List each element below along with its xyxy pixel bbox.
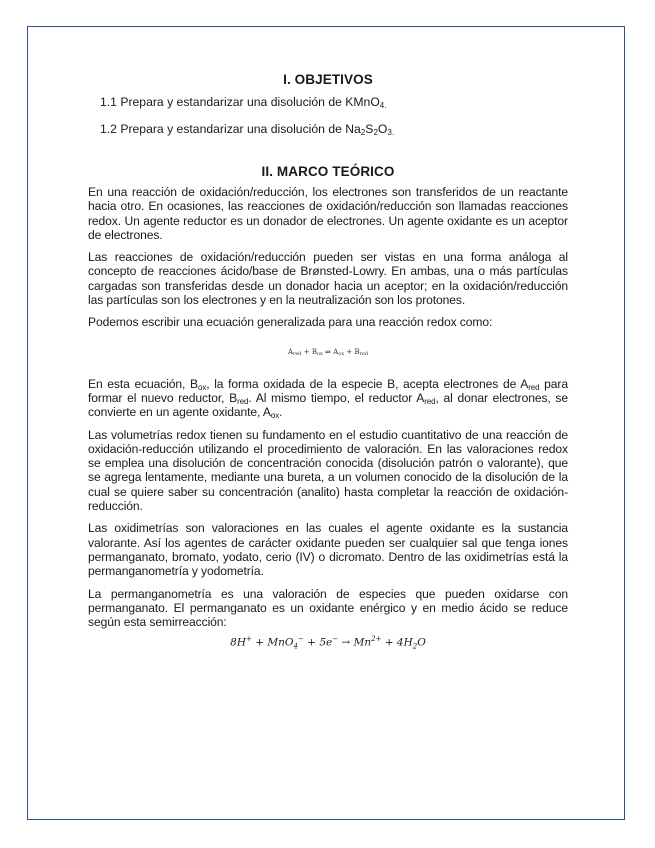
redox-general-equation: $A_{red} + B_{ox}$ ⇌ $A_{ox} + B_{red}$ xyxy=(287,347,369,357)
paragraph-7: La permanganometría es una valoración de especies que pueden oxidarse con permanganato. El permanganato es un oxidante enérgico y en medio ácido se reduce según esta semirreacción: xyxy=(88,586,568,630)
permanganate-half-reaction: $8H^+ + MnO_4^- + 5e^- \to Mn^{2+} + 4H_2O$ xyxy=(230,635,426,652)
paragraph-2: Las reacciones de oxidación/reducción pueden ser vistas en una forma análoga al concepto de reacciones ácido/base de Brønsted-Lowry. En ambas, una o más partículas cargadas son transferidas desde un donador hacia un aceptor; en la oxidación/reducción las partículas son los electrones y en la neutralización son los protones. xyxy=(88,250,568,308)
document-body xyxy=(88,72,568,651)
section-title-objetivos: I. OBJETIVOS xyxy=(283,72,373,87)
section-title-marco-teorico: II. MARCO TEÓRICO xyxy=(261,164,395,179)
objective-2: 1.2 Prepara y estandarizar una disolución de $Na_2S_2O_{3.}$ xyxy=(100,122,395,137)
paragraph-4: En esta ecuación, $B_{ox}$, la forma oxidada de la especie B, acepta electrones de $A_{red}$ para formar el nuevo reductor, $B_{red}$. Al mismo tiempo, el reductor $A_{red}$, al donar electrones, se convierte en un agente oxidante, $A_{ox}$. xyxy=(88,376,569,421)
objective-1: 1.1 Prepara y estandarizar una disolución de KMnO$_{4.}$ xyxy=(100,95,387,110)
paragraph-1: En una reacción de oxidación/reducción, los electrones son transferidos de un reactante hacia otro. En ocasiones, las reacciones de oxidación/reducción son llamadas reacciones redox. Un agente reductor es un donador de electrones. Un agente oxidante es un aceptor de electrones. xyxy=(88,185,568,242)
paragraph-6: Las oxidimetrías son valoraciones en las cuales el agente oxidante es la sustancia valorante. Así los agentes de carácter oxidante pueden ser cualquier sal que tenga iones permanganato, bromato, yodato, cerio (IV) o dicromato. Dentro de las oxidimetrías está la permanganometría y yodometría. xyxy=(88,521,568,579)
paragraph-3: Podemos escribir una ecuación generalizada para una reacción redox como: xyxy=(88,315,493,330)
paragraph-5: Las volumetrías redox tienen su fundamento en el estudio cuantitativo de una reacción de oxidación-reducción utilizando el procedimiento de valoración. En las valoraciones redox se emplea una disolución de concentración conocida (disolución patrón o valorante), que se agrega lentamente, mediante una bureta, a un volumen conocido de la disolución de la cual se quiere saber su concentración (analito) hasta completar la reacción de oxidación-reducción. xyxy=(88,427,568,514)
